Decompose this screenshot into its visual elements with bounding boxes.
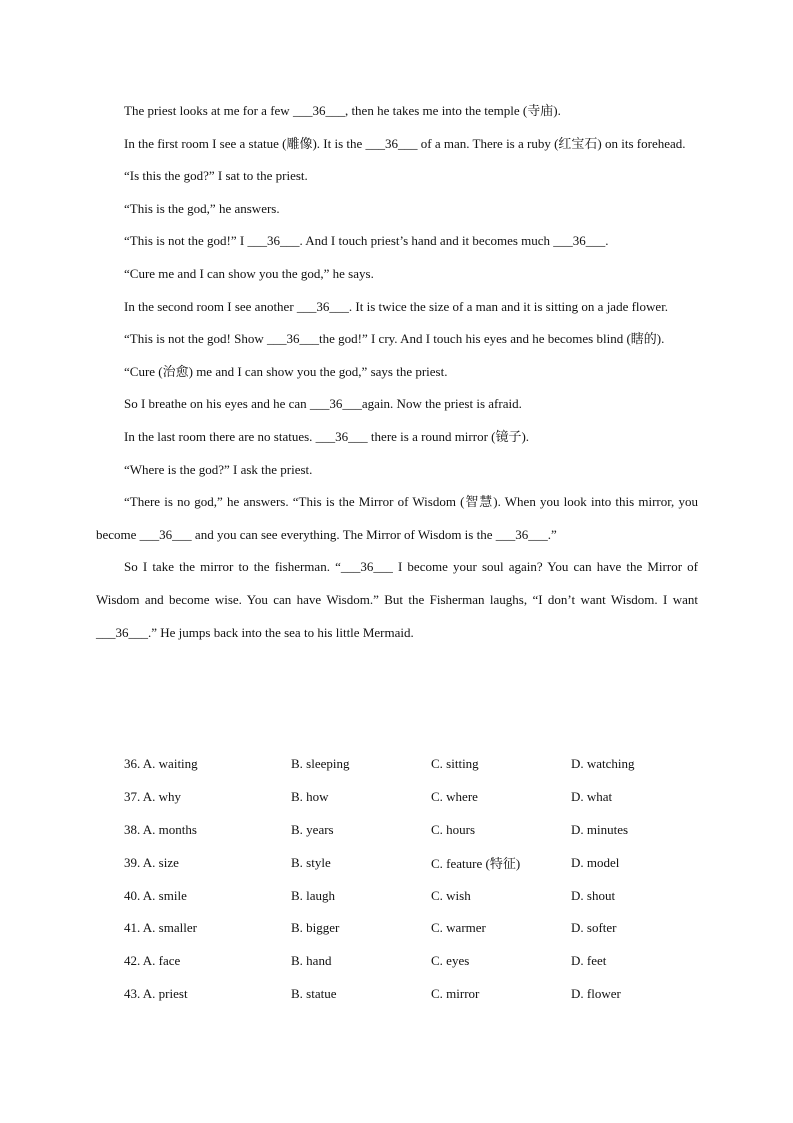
option-d: D. what [571, 789, 613, 805]
option-c: C. sitting [431, 756, 479, 772]
option-a: 41. A. smaller [124, 920, 197, 936]
option-d: D. feet [571, 953, 607, 969]
paragraph: “Cure (治愈) me and I can show you the god,” says the priest. [124, 363, 448, 379]
option-row-40 [124, 879, 698, 912]
option-b: B. hand [291, 953, 332, 969]
paragraph: In the last room there are no statues. ___36___ there is a round mirror (镜子). [124, 428, 530, 444]
paragraph: “Where is the god?” I ask the priest. [124, 461, 313, 477]
paragraph: In the first room I see a statue (雕像). It is the ___36___ of a man. There is a ruby (红宝石) on its forehead. [124, 135, 686, 151]
option-a: 42. A. face [124, 953, 181, 969]
option-b: B. bigger [291, 920, 340, 936]
paragraph: So I breathe on his eyes and he can ___36___again. Now the priest is afraid. [124, 396, 522, 412]
option-row-37 [124, 781, 698, 814]
option-b: B. sleeping [291, 756, 350, 772]
option-d: D. flower [571, 985, 621, 1001]
option-b: B. statue [291, 985, 337, 1001]
option-row-42 [124, 945, 698, 978]
option-d: D. softer [571, 920, 617, 936]
answer-options [124, 748, 698, 1010]
option-d: D. minutes [571, 821, 629, 837]
paragraph: “This is not the god!” I ___36___. And I touch priest’s hand and it becomes much ___36___. [124, 233, 609, 249]
option-c: C. eyes [431, 953, 470, 969]
option-c: C. mirror [431, 985, 480, 1001]
option-b: B. laugh [291, 887, 336, 903]
option-c: C. feature (特征) [431, 856, 521, 872]
option-row-36 [124, 748, 698, 781]
option-d: D. watching [571, 756, 635, 772]
paragraph: “Cure me and I can show you the god,” he says. [124, 265, 374, 281]
option-a: 39. A. size [124, 854, 179, 870]
paragraph: “This is not the god! Show ___36___the god!” I cry. And I touch his eyes and he becomes blind (瞎的). [124, 331, 665, 347]
option-c: C. hours [431, 821, 476, 837]
option-a: 36. A. waiting [124, 756, 198, 772]
option-a: 43. A. priest [124, 985, 188, 1001]
option-b: B. years [291, 821, 334, 837]
option-c: C. where [431, 789, 478, 805]
paragraph: In the second room I see another ___36___. It is twice the size of a man and it is sitting on a jade flower. [124, 298, 669, 314]
option-d: D. shout [571, 887, 616, 903]
paragraph: “Is this the god?” I sat to the priest. [124, 168, 308, 184]
option-row-41 [124, 912, 698, 945]
option-row-38 [124, 814, 698, 847]
option-c: C. warmer [431, 920, 486, 936]
option-row-39 [124, 846, 698, 879]
option-c: C. wish [431, 887, 471, 903]
option-a: 40. A. smile [124, 887, 187, 903]
reading-passage [96, 95, 698, 649]
paragraph: So I take the mirror to the fisherman. “___36___ I become your soul again? You can have the Mirror of Wisdom and become wise. You can have Wisdom.” But the Fisherman laughs, “I don’t want Wisdom. I want ___36___.” He jumps back into the sea to his little Mermaid. [96, 559, 698, 640]
option-b: B. how [291, 789, 329, 805]
option-a: 37. A. why [124, 789, 182, 805]
option-row-43 [124, 978, 698, 1011]
option-b: B. style [291, 854, 331, 870]
option-d: D. model [571, 854, 620, 870]
paragraph: The priest looks at me for a few ___36___, then he takes me into the temple (寺庙). [124, 103, 561, 118]
paragraph: “There is no god,” he answers. “This is the Mirror of Wisdom (智慧). When you look into this mirror, you become ___36___ and you can see everything. The Mirror of Wisdom is the ___36___.” [96, 494, 698, 542]
paragraph: “This is the god,” he answers. [124, 200, 280, 216]
option-a: 38. A. months [124, 821, 197, 837]
